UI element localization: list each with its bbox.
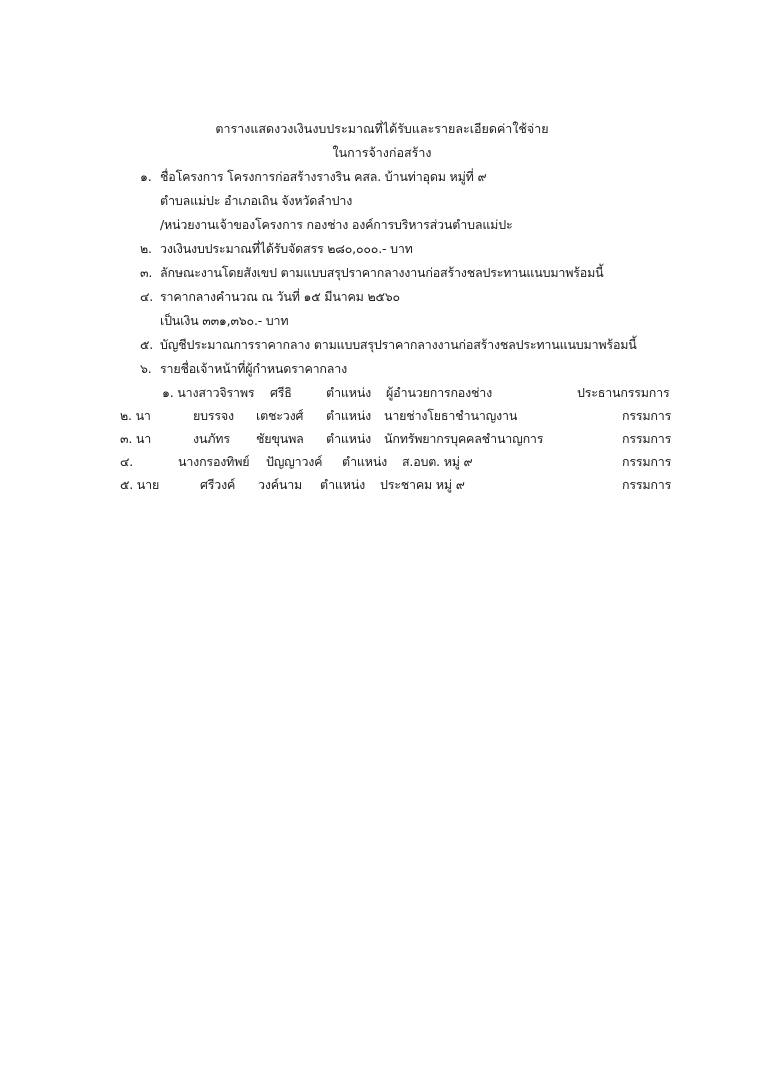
committee-position: นายช่างโยธาชำนาญงาน [384, 408, 518, 423]
item-text: ตำบลแม่ปะ อำเภอเถิน จังหวัดลำปาง [160, 193, 353, 208]
committee-role: กรรมการ [622, 477, 672, 492]
item-number: ๔. [140, 289, 154, 304]
committee-surname: วงค์นาม [258, 477, 303, 492]
committee-prefix: ๔. [120, 454, 134, 469]
committee-position-label: ตำแหน่ง [326, 385, 372, 400]
committee-name: นางกรองทิพย์ [178, 454, 250, 469]
committee-name: ศรีวงค์ [200, 477, 236, 492]
committee-role: ประธานกรรมการ [577, 385, 670, 400]
committee-position: ผู้อำนวยการกองช่าง [386, 385, 493, 400]
committee-position: ประชาคม หมู่ ๙ [380, 477, 465, 492]
committee-name: ยบรรจง [193, 408, 234, 423]
item-number: ๒. [140, 241, 152, 256]
committee-prefix: ๕. นาย [120, 477, 160, 492]
item-text: เป็นเงิน ๓๓๑,๓๖๐.- บาท [160, 313, 289, 328]
committee-surname: ศรีธิ [270, 385, 292, 400]
item-text: ชื่อโครงการ โครงการก่อสร้างรางริน คสล. บ้านท่าอุดม หมู่ที่ ๙ [160, 169, 487, 184]
item-text: วงเงินงบประมาณที่ได้รับจัดสรร ๒๘๐,๐๐๐.- บาท [160, 241, 413, 256]
committee-prefix: ๓. นา [120, 431, 152, 446]
document-subtitle: ในการจ้างก่อสร้าง [332, 145, 432, 160]
committee-position: ส.อบต. หมู่ ๙ [402, 454, 473, 469]
item-number: ๓. [140, 265, 153, 280]
item-text: ราคากลางคำนวณ ณ วันที่ ๑๕ มีนาคม ๒๕๖๐ [160, 289, 400, 304]
committee-prefix: ๒. นา [120, 408, 151, 423]
committee-position: นักทรัพยากรบุคคลชำนาญการ [384, 431, 544, 446]
committee-position-label: ตำแหน่ง [326, 431, 372, 446]
committee-position-label: ตำแหน่ง [320, 477, 366, 492]
document-title: ตารางแสดงวงเงินงบประมาณที่ได้รับและรายละเอียดค่าใช้จ่าย [215, 121, 549, 136]
item-text: บัญชีประมาณการราคากลาง ตามแบบสรุปราคากลางงานก่อสร้างชลประทานแนบมาพร้อมนี้ [160, 337, 637, 352]
item-number: ๑. [140, 169, 152, 184]
item-text: ลักษณะงานโดยสังเขป ตามแบบสรุปราคากลางงานก่อสร้างชลประทานแนบมาพร้อมนี้ [160, 265, 604, 280]
item-text: รายชื่อเจ้าหน้าที่ผู้กำหนดราคากลาง [160, 361, 347, 376]
item-number: ๕. [140, 337, 154, 352]
committee-surname: เตชะวงศ์ [256, 408, 304, 423]
committee-surname: ชัยขุนพล [256, 431, 304, 446]
committee-role: กรรมการ [622, 431, 672, 446]
committee-position-label: ตำแหน่ง [326, 408, 372, 423]
committee-surname: ปัญญาวงค์ [266, 454, 323, 469]
committee-name: ๑. นางสาวจิราพร [162, 385, 255, 400]
committee-position-label: ตำแหน่ง [342, 454, 388, 469]
item-number: ๖. [140, 361, 152, 376]
committee-role: กรรมการ [622, 454, 672, 469]
item-text: /หน่วยงานเจ้าของโครงการ กองช่าง องค์การบริหารส่วนตำบลแม่ปะ [160, 217, 513, 232]
committee-role: กรรมการ [622, 408, 672, 423]
committee-name: งนภัทร [193, 431, 230, 446]
